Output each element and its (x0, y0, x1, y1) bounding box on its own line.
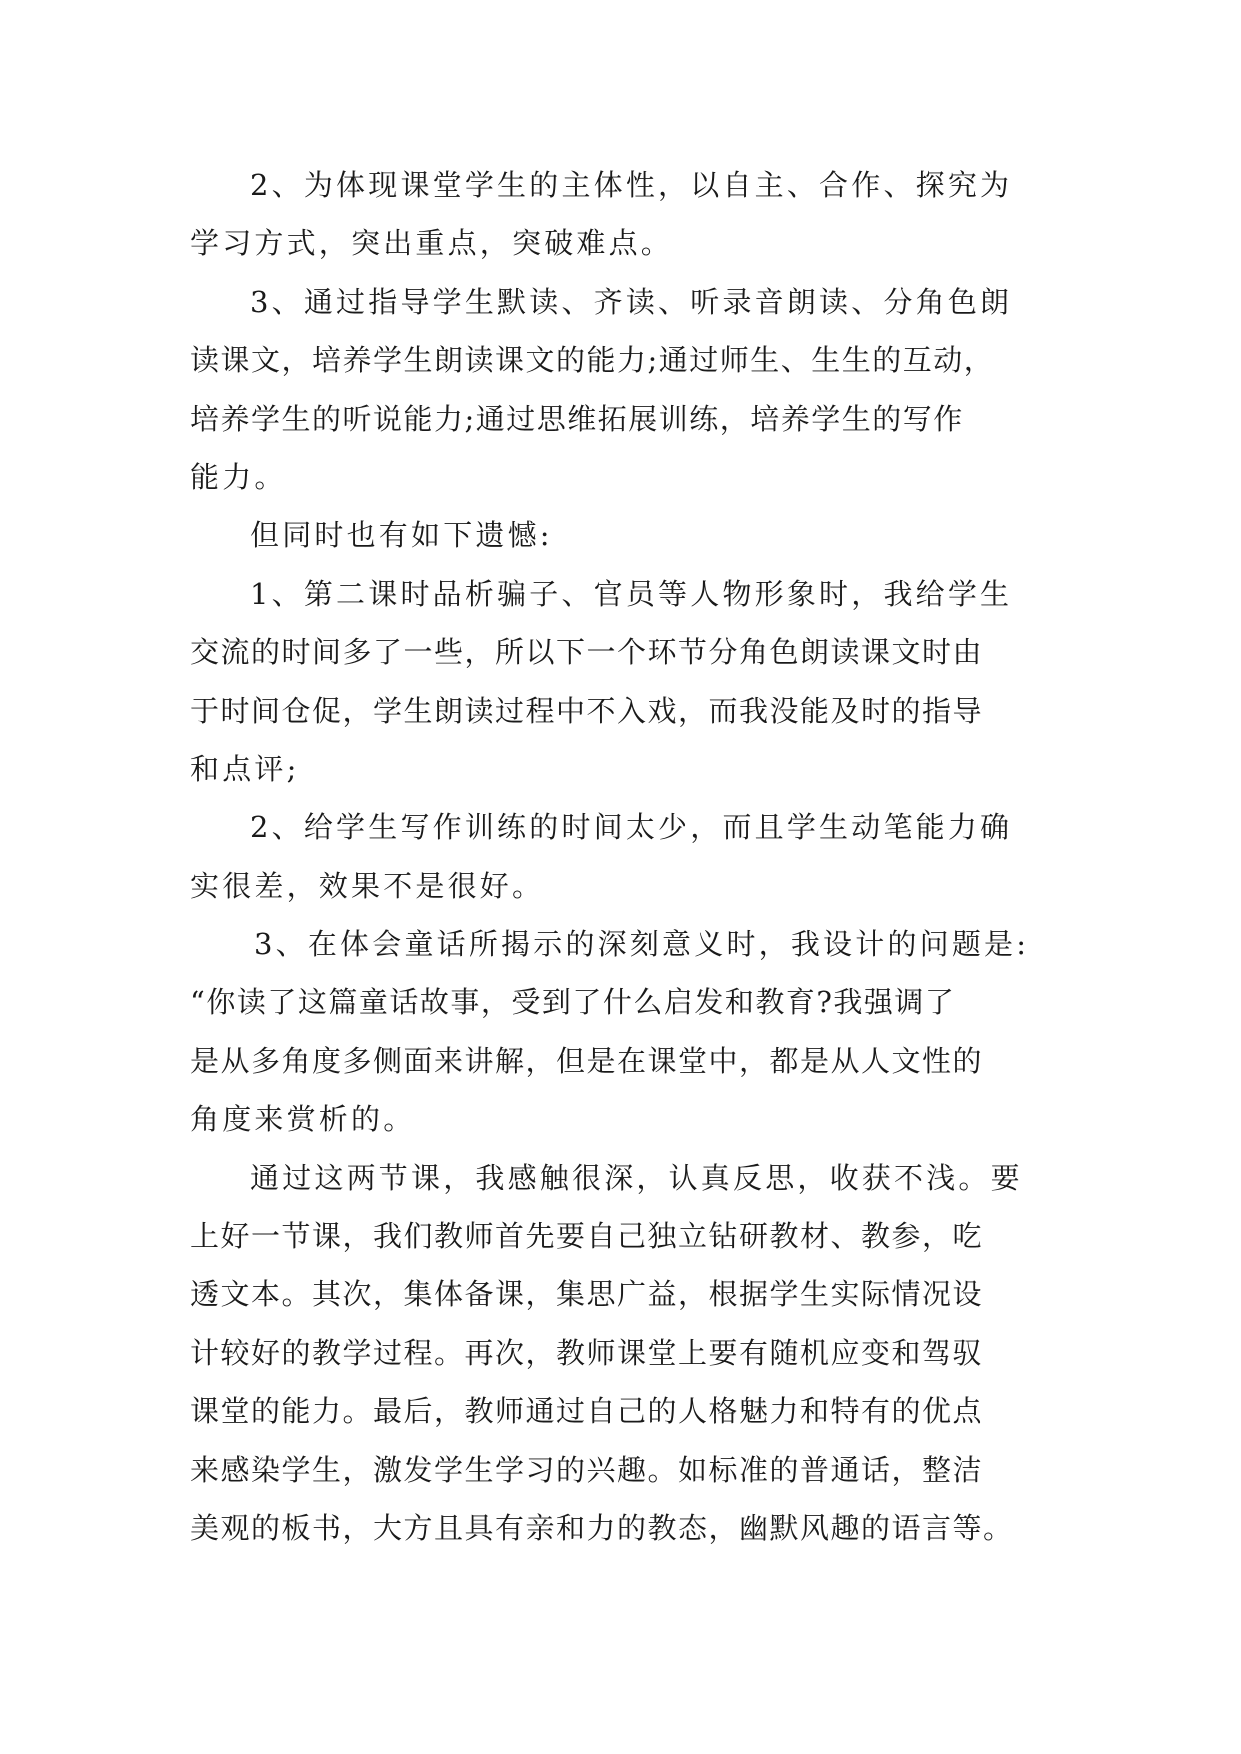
paragraph-line: 培养学生的听说能力;通过思维拓展训练，培养学生的写作 (190, 401, 964, 436)
paragraph-line: 3、在体会童话所揭示的深刻意义时，我设计的问题是: (254, 927, 1030, 962)
paragraph-line: “你读了这篇童话故事，受到了什么启发和教育?我强调了 (190, 985, 956, 1020)
paragraph-line: 能力。 (190, 459, 287, 494)
paragraph-line: 是从多角度多侧面来讲解，但是在课堂中，都是从人文性的 (190, 1043, 984, 1078)
paragraph-line: 但同时也有如下遗憾: (250, 518, 553, 553)
paragraph-line: 3、通过指导学生默读、齐读、听录音朗读、分角色朗 (250, 284, 1013, 319)
paragraph-line: 2、为体现课堂学生的主体性，以自主、合作、探究为 (250, 168, 1013, 202)
paragraph-line: 上好一节课，我们教师首先要自己独立钻研教材、教参，吃 (190, 1219, 984, 1254)
paragraph-line: 读课文，培养学生朗读课文的能力;通过师生、生生的互动， (190, 343, 995, 378)
paragraph-line: 美观的板书，大方且具有亲和力的教态，幽默风趣的语言等。 (190, 1510, 1014, 1545)
paragraph-line: 通过这两节课，我感触很深，认真反思，收获不浅。要 (250, 1160, 1023, 1195)
paragraph-line: 2、给学生写作训练的时间太少，而且学生动笔能力确 (250, 810, 1013, 845)
paragraph-line: 课堂的能力。最后，教师通过自己的人格魅力和特有的优点 (190, 1394, 984, 1429)
paragraph-line: 和点评; (190, 751, 300, 786)
paragraph-line: 于时间仓促，学生朗读过程中不入戏，而我没能及时的指导 (190, 693, 984, 728)
paragraph-line: 角度来赏析的。 (190, 1102, 416, 1137)
paragraph-line: 学习方式，突出重点，突破难点。 (190, 226, 674, 261)
body-text (190, 156, 1070, 1557)
paragraph-line: 透文本。其次，集体备课，集思广益，根据学生实际情况设 (190, 1277, 984, 1312)
paragraph-line: 1、第二课时品析骗子、官员等人物形象时，我给学生 (250, 576, 1013, 611)
paragraph-line: 来感染学生，激发学生学习的兴趣。如标准的普通话，整洁 (190, 1452, 984, 1487)
paragraph-line: 实很差，效果不是很好。 (190, 868, 545, 903)
paragraph-line: 计较好的教学过程。再次，教师课堂上要有随机应变和驾驭 (190, 1335, 984, 1370)
paragraph-line: 交流的时间多了一些，所以下一个环节分角色朗读课文时由 (190, 635, 984, 670)
